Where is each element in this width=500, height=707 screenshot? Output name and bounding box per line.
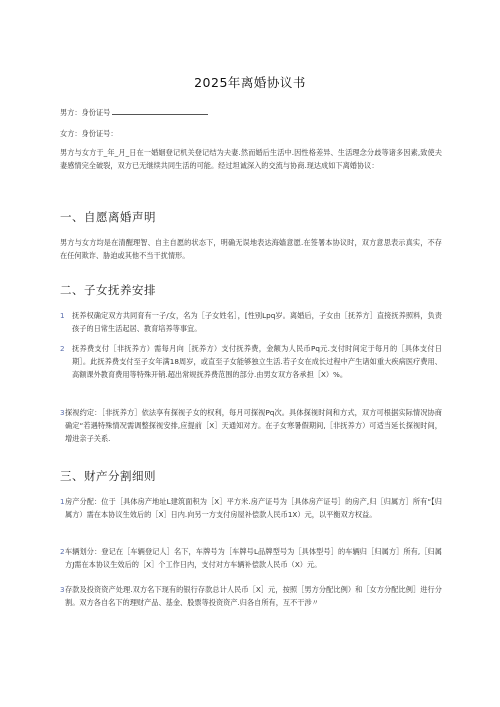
male-party-label: 男方：身份证号	[60, 108, 111, 117]
item-text: 抚养权确定双方共同育有一子/女，名为［子女姓名］，[性别Lpq岁。离婚后，子女由［抚养方］直接抚养照料，负责孩子的日常生活起居、教育培养等事宜。	[72, 311, 442, 333]
male-party-line	[60, 107, 208, 118]
section-heading-property: 三、财产分割细则	[60, 469, 156, 483]
list-item	[60, 342, 442, 381]
item-text: 存款及投资资产处理.双方名下现有的银行存款总计人民币［X］元，按照［男方分配比例）和［女方分配比例］进行分割。双方各自名下的理财产品、基金、股票等投资资产.归各自所有，互不干涉〃	[65, 585, 442, 607]
list-item	[60, 406, 442, 445]
item-number: 1	[60, 311, 65, 320]
item-number: 2	[60, 547, 65, 556]
section-heading-voluntary: 一、自愿离婚声明	[60, 210, 156, 224]
item-text: 房产分配：位于［具体房产地址L建筑面积为［X］平方米.房产证号为［具体房产证号］的房产,归［归属方］所有“【归属方）需在本协议生效后的［X］日内.向另一方支付房屋补偿款人民币1X）元，以平衡双方权益。	[65, 497, 442, 519]
section-heading-children: 二、子女抚养安排	[60, 283, 156, 297]
section-voluntary-text: 男方与女方均是在清醒理智、自主自愿的状态下，明确无误地表达海嫱意愿.在签署本协议时，双方意思表示真实，不存在任何欺诈、胁迫或其他不当干扰情形。	[60, 238, 442, 260]
item-number: 3	[60, 585, 65, 594]
list-item	[60, 309, 442, 335]
item-text: 抚养费支付［非抚养方）需每月向［抚养方）支付抚养费，金额为人民币Pq元.支付时间定于每月的［具体支付日期］。此抚养费支付至子女年满18周岁，或直至子女能够独立生活.若子女在成长过程中产生诸如重大疾病医疗费用、高额课外教育费用等特殊开销.超出常规抚养费范围的部分.由男女双方各承担［X）%。	[72, 344, 442, 379]
list-item	[60, 545, 442, 571]
female-party-label: 女方：身份证号：	[60, 129, 118, 138]
list-item	[60, 583, 442, 609]
list-item	[60, 495, 442, 521]
item-number: 2	[60, 344, 65, 353]
id-number-blank	[112, 107, 208, 115]
item-number: 3	[60, 408, 65, 417]
item-number: 1	[60, 497, 65, 506]
item-text: 车辆划分：登记在［车辆登记人］名下，车牌号为［车牌号L品牌型号为［具体型号］的车辆归［归属方］所有,［归属方J需在本协议生效后的［X］个工作日内，支付对方车辆补偿款人民币（X）元。	[65, 547, 442, 569]
female-party-line	[60, 129, 118, 139]
item-text: 探视约定：［非抚养方］依法享有探视子女的权利，每月可探视Pq次。具体探视时间和方式，双方可根据实际情况协商确定“若遇特殊情况需调整探视安排,应提前［X］天通知对方。在子女寒暑假期间,［非抚养方）可适当延长探视时间，增进亲子关系.	[65, 408, 442, 443]
document-title: 2025年离婚协议书	[194, 75, 306, 90]
intro-paragraph: 男方与女方于_年_月_日在一婚姻登记机关登记结为夫妻.然而婚后生活中.因性格差异、生活理念分歧等诸多因素,致使夫妻感情完全破裂，双方已无继续共同生活的可能。经过坦诚深入的交流与协商.现达成如下离婚协议：	[60, 148, 442, 170]
